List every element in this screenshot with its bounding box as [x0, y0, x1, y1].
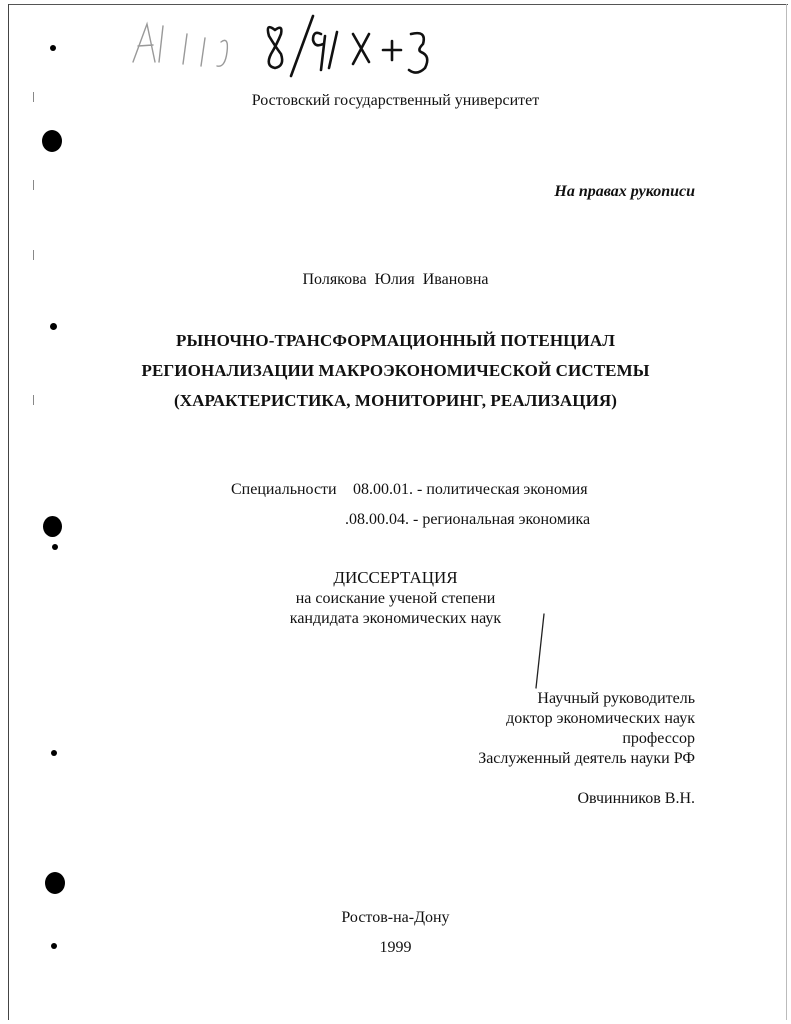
scan-edge-right	[786, 4, 787, 1020]
supervisor-role: Научный руководитель	[537, 690, 695, 707]
dissertation-degree-line-2: кандидата экономических наук	[289, 610, 502, 627]
specialty-item-1: 08.00.01. - политическая экономия	[353, 481, 588, 498]
scan-edge-top	[8, 4, 788, 5]
handwritten-stamp-icon	[125, 12, 455, 80]
punch-hole-mark	[52, 544, 58, 550]
punch-hole	[42, 130, 62, 152]
punch-hole-mark	[50, 323, 57, 330]
signature-stroke-icon	[522, 612, 552, 690]
specialty-item-2: .08.00.04. - региональная экономика	[345, 511, 591, 528]
title-line-2: РЕГИОНАЛИЗАЦИИ МАКРОЭКОНОМИЧЕСКОЙ СИСТЕМЫ	[141, 361, 650, 380]
title-line-3: (ХАРАКТЕРИСТИКА, МОНИТОРИНГ, РЕАЛИЗАЦИЯ)	[173, 391, 618, 410]
punch-hole-mark	[50, 45, 56, 51]
punch-hole	[45, 872, 65, 894]
dissertation-heading: ДИССЕРТАЦИЯ	[333, 568, 458, 587]
supervisor-rank: профессор	[622, 730, 695, 747]
punch-hole-mark	[51, 750, 57, 756]
year: 1999	[379, 939, 412, 956]
scan-dash-mark	[33, 180, 34, 190]
title-line-1: РЫНОЧНО-ТРАНСФОРМАЦИОННЫЙ ПОТЕНЦИАЛ	[176, 331, 615, 350]
punch-hole	[43, 516, 62, 537]
scan-edge-left	[8, 4, 9, 1020]
author-name: Полякова Юлия Ивановна	[302, 271, 489, 288]
city: Ростов-на-Дону	[341, 909, 450, 926]
supervisor-name: Овчинников В.Н.	[577, 790, 695, 807]
dissertation-degree-line-1: на соискание ученой степени	[295, 590, 496, 607]
manuscript-note: На правах рукописи	[554, 183, 695, 200]
university-name: Ростовский государственный университет	[251, 92, 540, 109]
supervisor-honor: Заслуженный деятель науки РФ	[478, 750, 695, 767]
specialties-label: Специальности	[231, 481, 337, 498]
supervisor-degree: доктор экономических наук	[506, 710, 695, 727]
scan-dash-mark	[33, 250, 34, 260]
